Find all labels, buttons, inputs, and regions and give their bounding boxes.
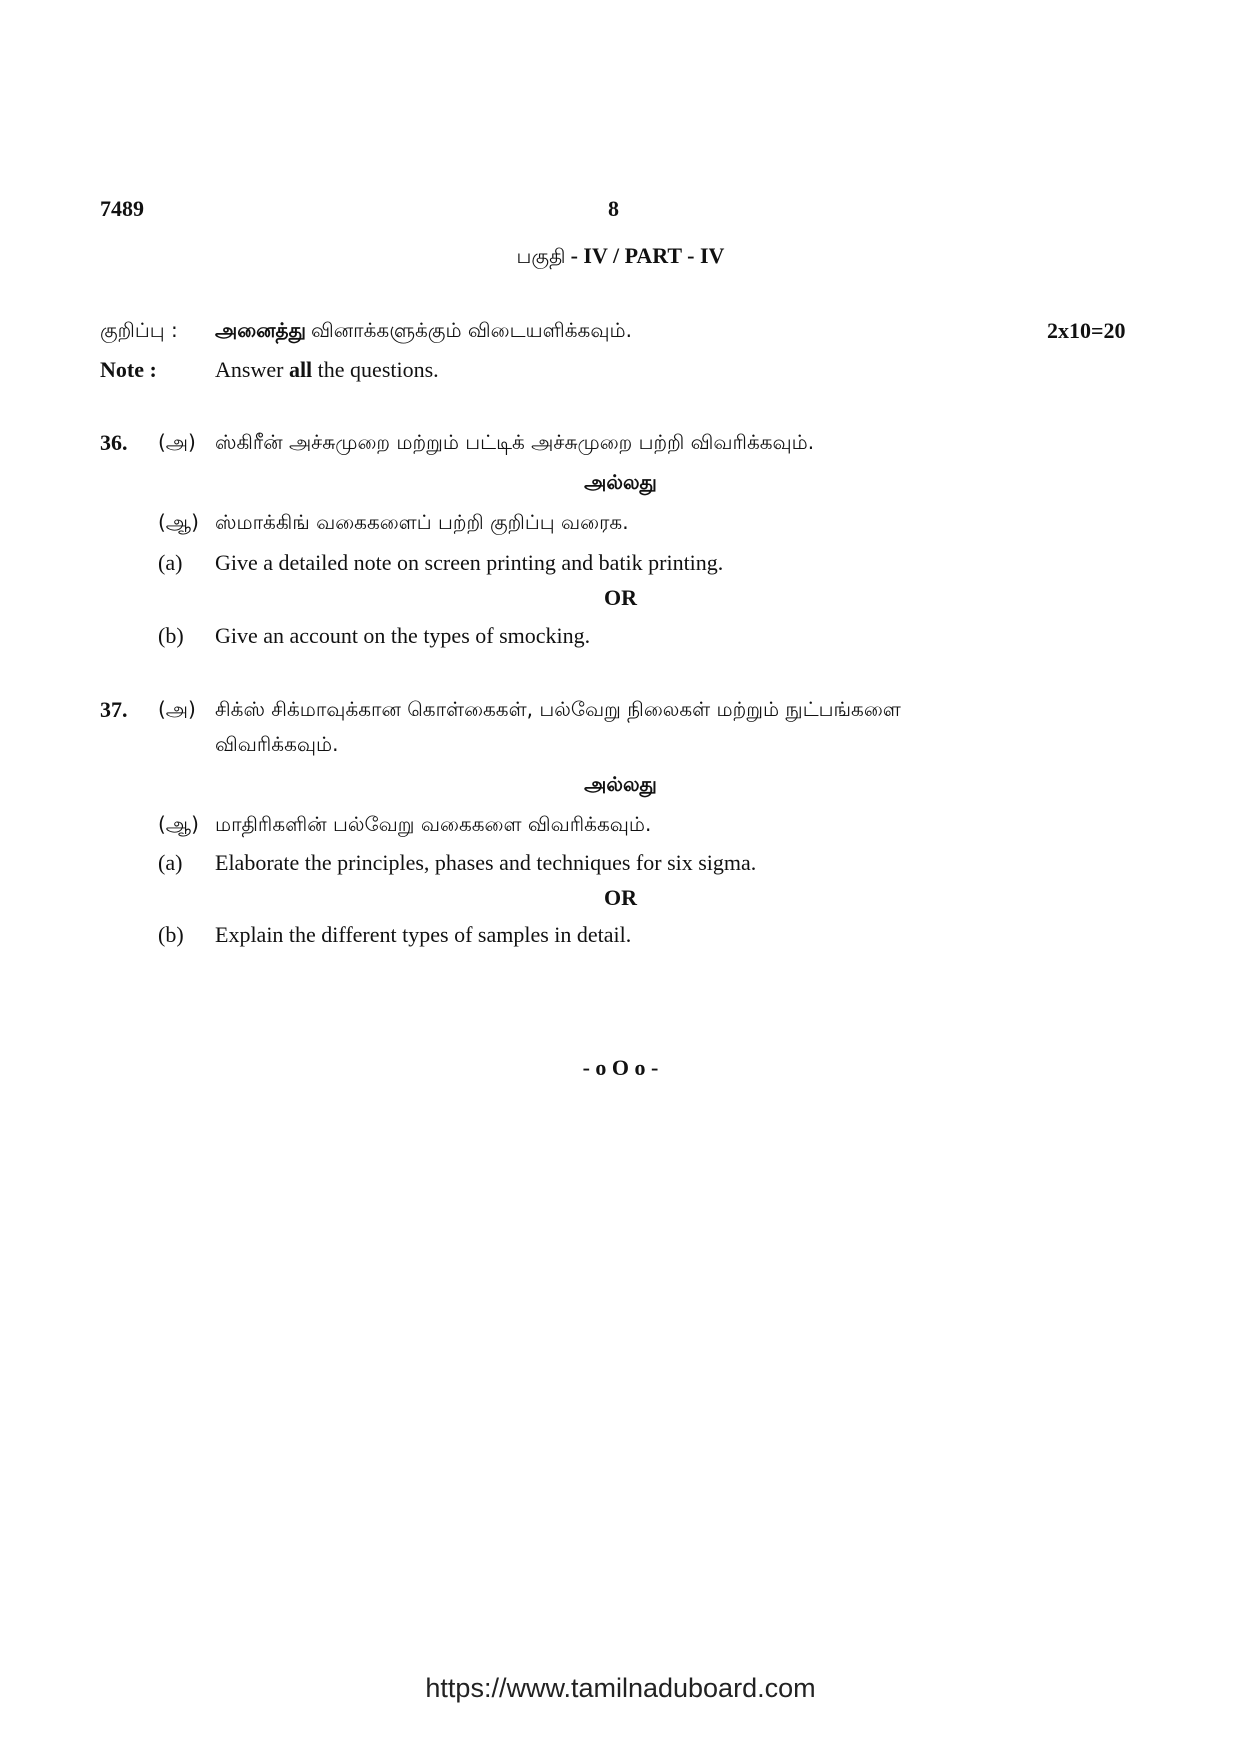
note-tamil-rest: வினாக்களுக்கும் விடையளிக்கவும். <box>311 318 632 342</box>
question-number-37: 37. <box>100 697 128 722</box>
q36-b-tamil-marker: (ஆ) <box>158 510 199 534</box>
q36-a-marker: (a) <box>158 550 183 575</box>
q37-b-english: Explain the different types of samples in detail. <box>215 922 632 947</box>
note-english-post: the questions. <box>317 357 439 382</box>
question-number-36: 36. <box>100 430 128 455</box>
q36-b-english: Give an account on the types of smocking. <box>215 623 591 648</box>
note-english <box>215 357 439 383</box>
note-english-label: Note : <box>100 357 157 382</box>
q36-b-marker: (b) <box>158 623 184 648</box>
q37-a-marker: (a) <box>158 850 183 875</box>
q36-a-tamil-marker: (அ) <box>158 430 196 454</box>
note-tamil <box>215 318 632 345</box>
q36-or-english: OR <box>604 585 637 610</box>
part-heading-label: - IV / PART - IV <box>570 243 725 268</box>
note-tamil-bold: அனைத்து <box>215 318 306 342</box>
q36-b-tamil: ஸ்மாக்கிங் வகைகளைப் பற்றி குறிப்பு வரைக. <box>215 510 629 534</box>
q37-a-tamil-line1: சிக்ஸ் சிக்மாவுக்கான கொள்கைகள், பல்வேறு நிலைகள் மற்றும் நுட்பங்களை <box>215 697 901 721</box>
part-heading <box>0 243 1241 271</box>
paper-code: 7489 <box>100 196 144 221</box>
part-heading-tamil: பகுதி <box>516 244 566 268</box>
q37-a-tamil-line2: விவரிக்கவும். <box>215 732 339 756</box>
q37-or-english: OR <box>604 885 637 910</box>
q37-b-marker: (b) <box>158 922 184 947</box>
q36-a-tamil: ஸ்கிரீன் அச்சுமுறை மற்றும் பட்டிக் அச்சுமுறை பற்றி விவரிக்கவும். <box>215 430 815 454</box>
q36-a-english: Give a detailed note on screen printing and batik printing. <box>215 550 724 575</box>
q37-b-tamil-marker: (ஆ) <box>158 812 199 836</box>
q37-or-tamil: அல்லது <box>584 772 657 796</box>
page-number: 8 <box>608 196 619 221</box>
q37-a-tamil-marker: (அ) <box>158 697 196 721</box>
footer-url-link[interactable]: https://www.tamilnaduboard.com <box>425 1673 816 1703</box>
note-english-pre: Answer <box>215 357 284 382</box>
note-tamil-label: குறிப்பு : <box>100 318 178 342</box>
q37-b-tamil: மாதிரிகளின் பல்வேறு வகைகளை விவரிக்கவும். <box>215 812 652 836</box>
q36-or-tamil: அல்லது <box>584 470 657 494</box>
marks-allocation: 2x10=20 <box>1047 318 1126 343</box>
q37-a-english: Elaborate the principles, phases and techniques for six sigma. <box>215 850 757 875</box>
note-english-bold: all <box>288 357 313 382</box>
end-of-paper-mark: - o O o - <box>582 1055 659 1080</box>
